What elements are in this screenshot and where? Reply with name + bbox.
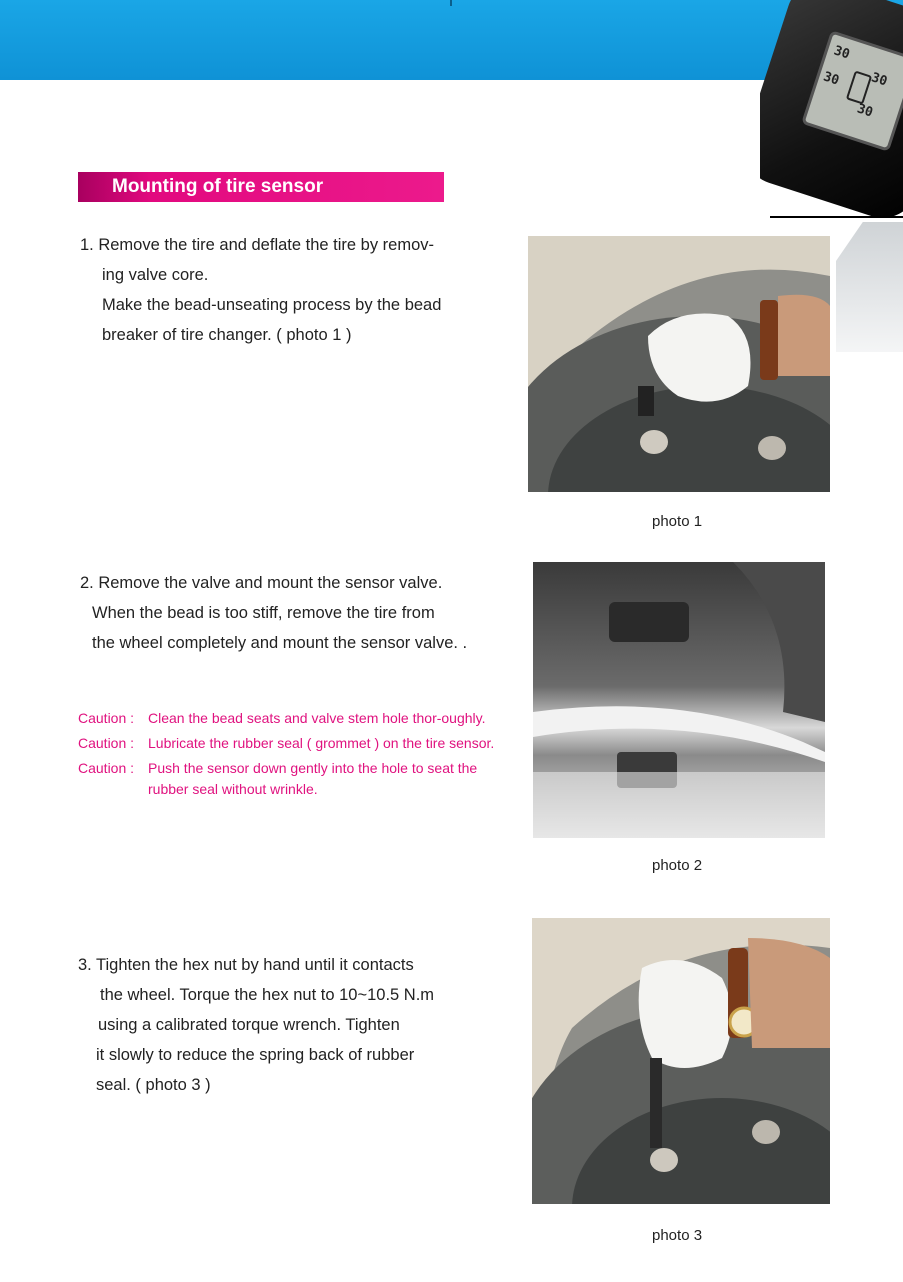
step-2-line: 2. Remove the valve and mount the sensor valve.	[80, 574, 443, 592]
device-reflection-line	[770, 216, 903, 218]
step-3-line: it slowly to reduce the spring back of rubber	[96, 1046, 415, 1064]
step-1-line: Make the bead-unseating process by the bead	[102, 296, 442, 314]
step-1-text	[80, 230, 441, 350]
photo-1-caption: photo 1	[652, 513, 703, 530]
reading-rear-left: 30	[821, 69, 841, 89]
step-1-line: breaker of tire changer. ( photo 1 )	[102, 326, 352, 344]
car-icon	[846, 70, 872, 104]
banner-divider	[450, 0, 452, 6]
section-title: Mounting of tire sensor	[78, 172, 444, 202]
caution-item	[78, 733, 518, 754]
device-reflection	[836, 222, 903, 352]
photo-2-caption: photo 2	[652, 857, 703, 874]
tpms-display-device	[760, 0, 903, 225]
caution-label: Caution :	[78, 710, 135, 726]
photo-3-caption: photo 3	[652, 1227, 703, 1244]
step-3-text	[78, 950, 434, 1100]
step-1-line: ing valve core.	[102, 266, 209, 284]
caution-label: Caution :	[78, 735, 135, 751]
caution-item	[78, 758, 518, 800]
photo-1	[528, 236, 830, 492]
step-3-line: 3. Tighten the hex nut by hand until it contacts	[78, 956, 414, 974]
photo-2-image	[533, 562, 825, 838]
caution-label: Caution :	[78, 760, 135, 776]
caution-item	[78, 708, 518, 729]
step-3-line: the wheel. Torque the hex nut to 10~10.5 N.m	[100, 986, 435, 1004]
step-3-line: using a calibrated torque wrench. Tighten	[98, 1016, 400, 1034]
photo-3	[532, 918, 830, 1204]
photo-3-image	[532, 918, 830, 1204]
reading-front-left: 30	[831, 43, 852, 63]
caution-list	[78, 708, 518, 804]
caution-text: Push the sensor down gently into the hole to seat the rubber seal without wrinkle.	[148, 760, 478, 797]
caution-text: Clean the bead seats and valve stem hole thor-oughly.	[148, 710, 486, 726]
step-2-line: When the bead is too stiff, remove the tire from	[92, 604, 435, 622]
reading-front-right: 30	[869, 70, 889, 90]
step-2-line: the wheel completely and mount the sensor valve. .	[92, 634, 468, 652]
step-2-text	[80, 568, 467, 658]
photo-1-image	[528, 236, 830, 492]
step-1-line: 1. Remove the tire and deflate the tire by remov-	[80, 236, 435, 254]
photo-2	[533, 562, 825, 838]
caution-text: Lubricate the rubber seal ( grommet ) on the tire sensor.	[148, 735, 495, 751]
reading-rear-right: 30	[855, 101, 875, 121]
step-3-line: seal. ( photo 3 )	[96, 1076, 211, 1094]
